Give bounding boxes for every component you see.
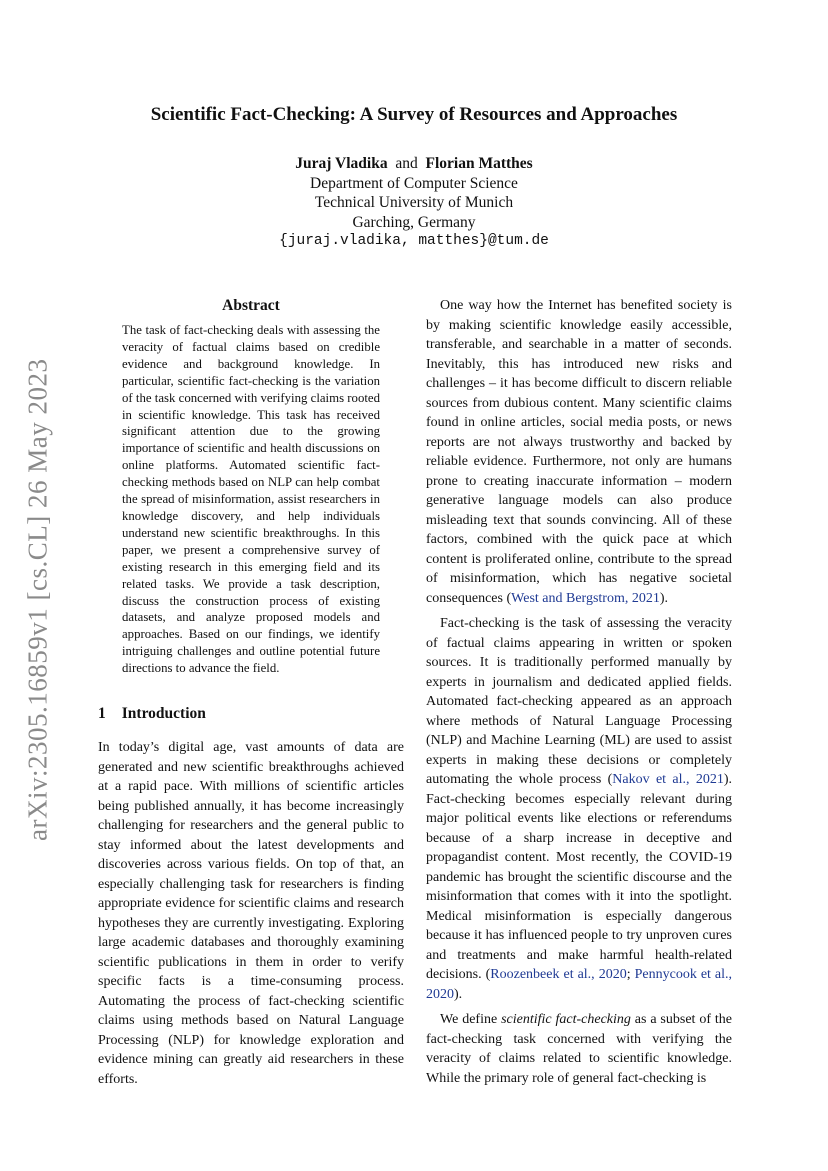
author-email: {juraj.vladika, matthes}@tum.de: [279, 233, 549, 250]
section-number: 1: [98, 705, 106, 722]
author-name: Juraj Vladika: [295, 155, 388, 172]
citation-link[interactable]: Roozenbeek et al., 2020: [490, 967, 627, 982]
paper-title: Scientific Fact-Checking: A Survey of Resources and Approaches: [150, 104, 678, 125]
citation-link[interactable]: West and Bergstrom, 2021: [511, 590, 660, 606]
author-conjunction: and: [395, 155, 418, 172]
paragraph-text: We define: [440, 1012, 502, 1027]
intro-paragraph: In today’s digital age, vast amounts of data are generated and new scientific breakthroughs achieved at a rapid pace. With millions of scientific articles being published annually, it has become increasingly challenging for researchers and the general public to stay informed about the latest developments and discoveries across various fields. On top of that, an especially challenging task for researchers is finding appropriate evidence for scientific claims and research hypotheses they are currently investigating. Exploring large academic databases and thoroughly examining scientific publications in them in order to verify specific facts is a time-consuming process. Automating the process of fact-checking scientific claims using methods based on Natural Language Processing (NLP) for knowledge exploration and evidence mining can greatly aid researchers in these efforts.: [98, 740, 404, 1087]
paragraph-text: ).: [454, 986, 463, 1002]
emphasized-term: scientific fact-checking: [501, 1012, 631, 1027]
paragraph-text: ).: [659, 590, 669, 606]
paragraph-text: Fact-checking is the task of assessing the veracity of factual claims appearing in written or spoken sources. It is traditionally performed manually by experts in journalism and dedicated applied fields. Automated fact-checking appeared as an approach where methods of Natural Language Processing (NLP) and Machine Learning (ML) are used to assist experts in making these decisions or completely automating the whole process (: [426, 616, 732, 787]
author-department: Department of Computer Science: [310, 174, 518, 192]
citation-link[interactable]: Nakov et al., 2021: [612, 772, 724, 787]
right-column: [426, 296, 732, 1094]
author-block: [0, 154, 828, 252]
intro-paragraph: [426, 1010, 732, 1088]
paragraph-text: ). Fact-checking becomes especially relevant during major political events like elections or referendums because of a sharp increase in deceptive and propagandist content. Most recently, the COVID-19 pandemic has brought the scientific discourse and the misinformation that comes with it into the spotlight. Medical misinformation is especially dangerous because it has influenced people to try unproven cures and treatments and make harmful health-related decisions. (: [426, 772, 733, 982]
arxiv-identifier: arXiv:2305.16859v1 [cs.CL] 26 May 2023: [22, 358, 53, 842]
paragraph-text: One way how the Internet has benefited society is by making scientific knowledge easily accessible, transferable, and searchable in a matter of seconds. Inevitably, this has introduced new risks and challenges – it has become difficult to discern reliable sources from dubious content. Many scientific claims found in online articles, social media posts, or news reports are not always trustworthy and backed by reliable evidence. Furthermore, not only are humans prone to creating inaccurate information – modern generative language models can also produce misleading text that sounds convincing. All of these factors, combined with the quick pace at which content is proliferated online, contribute to the spread of misinformation, which has negative societal consequences (: [426, 298, 732, 606]
author-name: Florian Matthes: [425, 155, 533, 172]
abstract-heading: Abstract: [222, 297, 280, 314]
citation-link[interactable]: Pennycook et al., 2020: [426, 967, 733, 1002]
author-names: [0, 154, 828, 174]
intro-paragraph: [426, 296, 732, 608]
paragraph-text: ;: [626, 967, 635, 982]
intro-paragraph: [426, 614, 732, 1004]
paragraph-text: as a subset of the fact-checking task concerned with verifying the veracity of claims related to scientific knowledge. While the primary role of general fact-checking is: [426, 1012, 732, 1086]
section-title: Introduction: [121, 705, 206, 722]
section-heading-introduction: [98, 705, 206, 723]
author-university: Technical University of Munich: [314, 194, 514, 212]
abstract-text: The task of fact-checking deals with assessing the veracity of factual claims based on credible evidence and background knowledge. In particular, scientific fact-checking is the variation of the task concerned with verifying claims rooted in scientific knowledge. This task has received significant attention due to the growing importance of scientific and health discussions on online platforms. Automated scientific fact-checking methods based on NLP can help combat the spread of misinformation, assist researchers in knowledge discovery, and help individuals understand new scientific breakthroughs. In this paper, we present a comprehensive survey of existing research in this emerging field and its related tasks. We provide a task description, discuss the construction process of existing datasets, and analyze proposed models and approaches. Based on our findings, we identify intriguing challenges and outline potential future directions to advance the field.: [122, 323, 380, 676]
author-location: Garching, Germany: [352, 213, 476, 231]
